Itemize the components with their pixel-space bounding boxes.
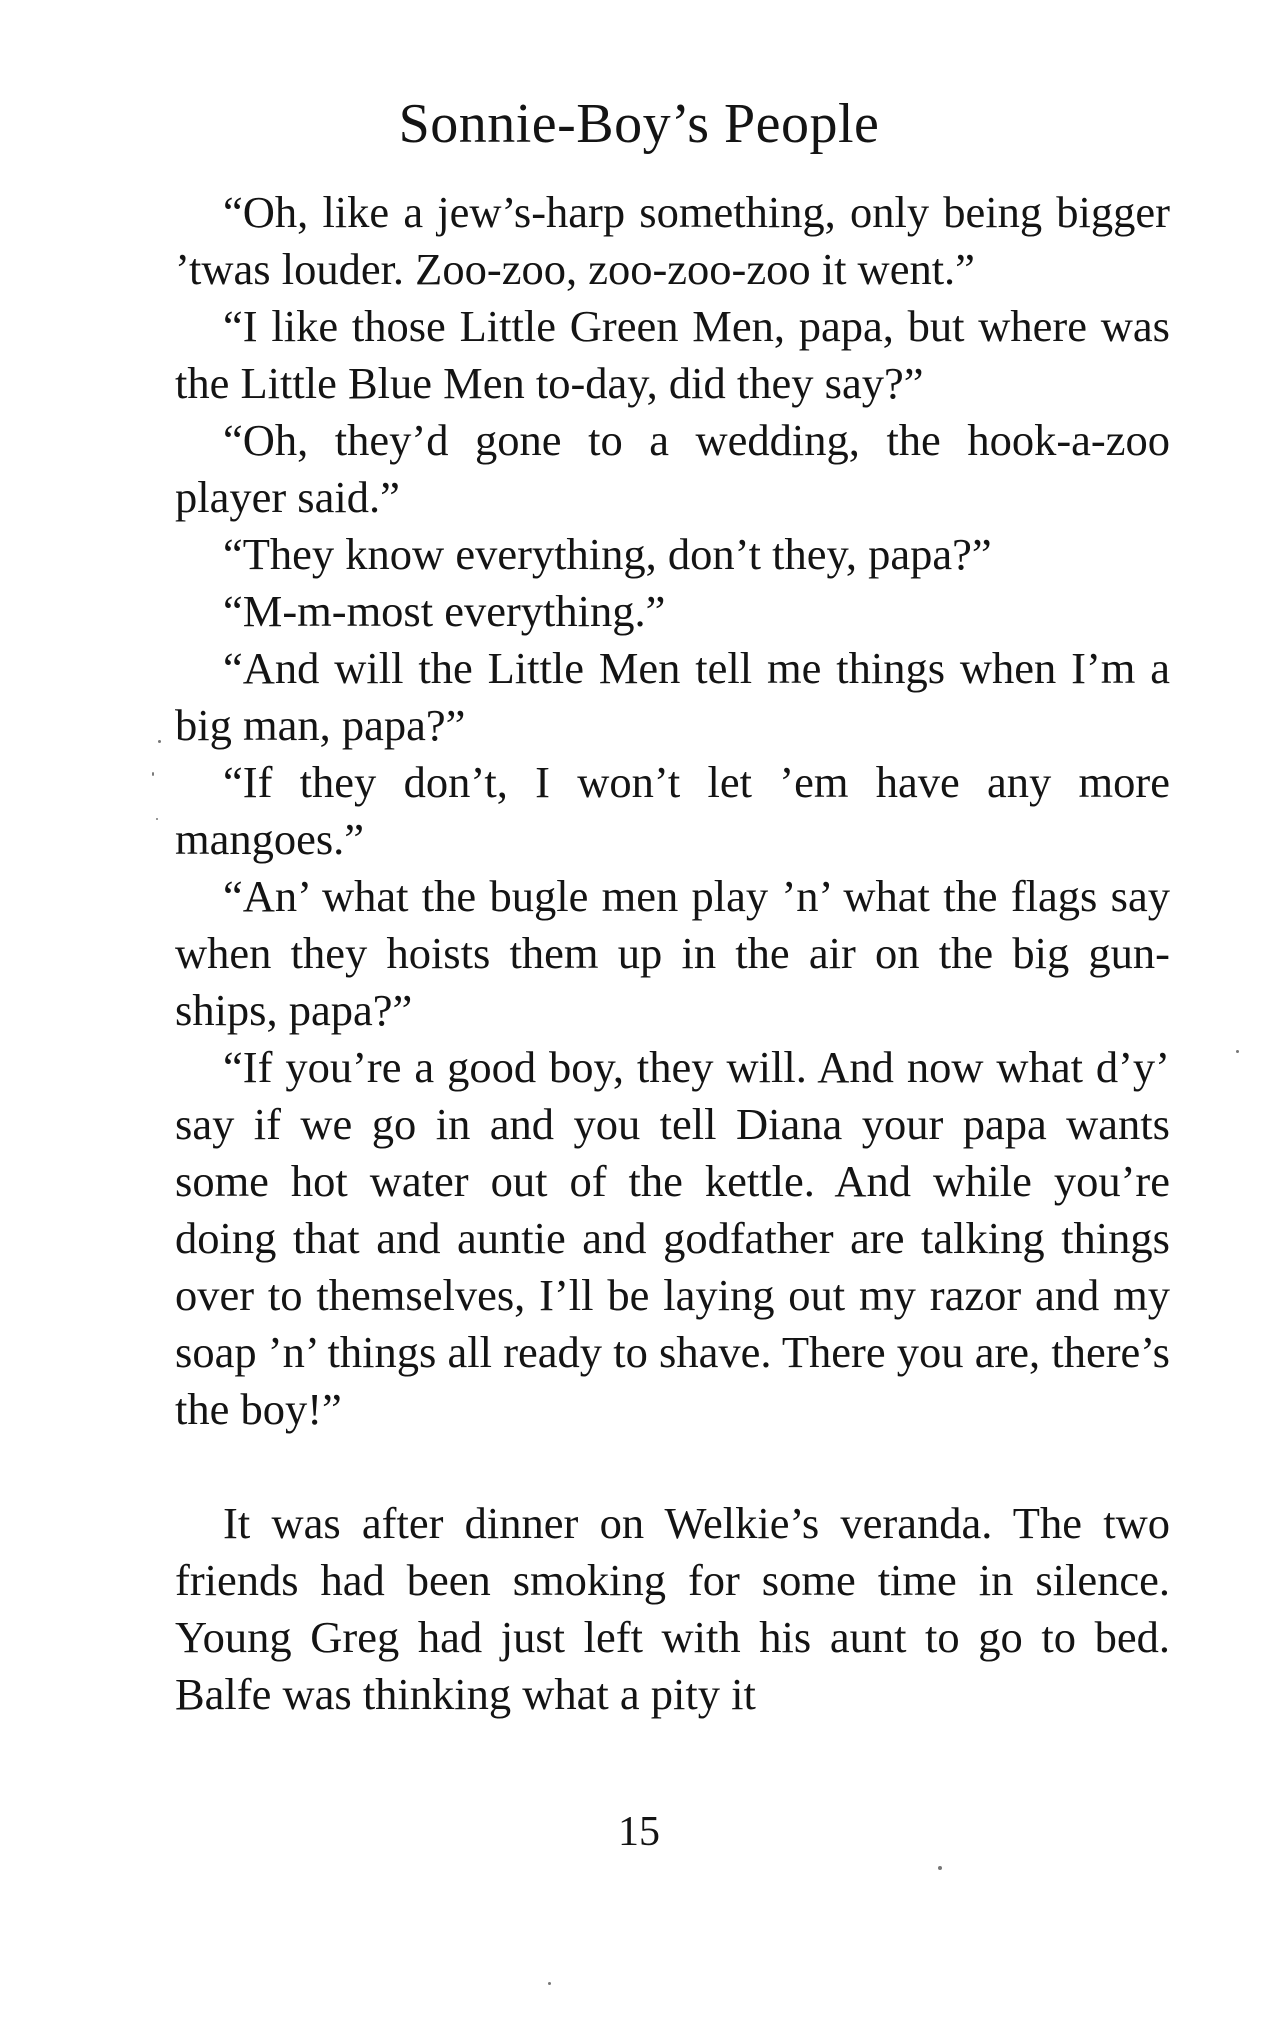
page-number: 15 [618,1809,660,1855]
scan-speck [548,1982,551,1985]
paragraph: “I like those Little Green Men, papa, but where was the Little Blue Men to-day, did they say?” [175,301,1170,408]
scan-speck [938,1866,942,1870]
scan-speck [158,740,161,743]
paragraph: “If you’re a good boy, they will. And now what d’y’ say if we go in and you tell Diana your papa wants some hot water out of the kettle. And while you’re doing that and auntie and godfather are talking things over to themselves, I’ll be laying out my razor and my soap ’n’ things all ready to shave. There you are, there’s the boy!” [175,1042,1170,1434]
paragraph: “They know everything, don’t they, papa?” [223,529,992,579]
body-text [175,184,1170,1723]
running-head: Sonnie-Boy’s People [398,93,880,155]
paragraph: “And will the Little Men tell me things when I’m a big man, papa?” [175,643,1170,750]
paragraph: “An’ what the bugle men play ’n’ what the flags say when they hoists them up in the air on the big gun-ships, papa?” [175,871,1170,1035]
paragraph: “If they don’t, I won’t let ’em have any more mangoes.” [175,757,1170,864]
paragraph: It was after dinner on Welkie’s veranda. The two friends had been smoking for some time in silence. Young Greg had just left with his aunt to go to bed. Balfe was thinking what a pity it [175,1498,1170,1719]
scan-speck [1236,1050,1239,1053]
scan-speck [152,772,154,776]
section-break [175,1438,1170,1495]
paragraph: “M-m-most everything.” [223,586,666,636]
paragraph: “Oh, they’d gone to a wedding, the hook-a-zoo player said.” [175,415,1170,522]
paragraph: “Oh, like a jew’s-harp something, only being bigger ’twas louder. Zoo-zoo, zoo-zoo-zoo it went.” [175,187,1170,294]
scan-speck [156,818,158,820]
